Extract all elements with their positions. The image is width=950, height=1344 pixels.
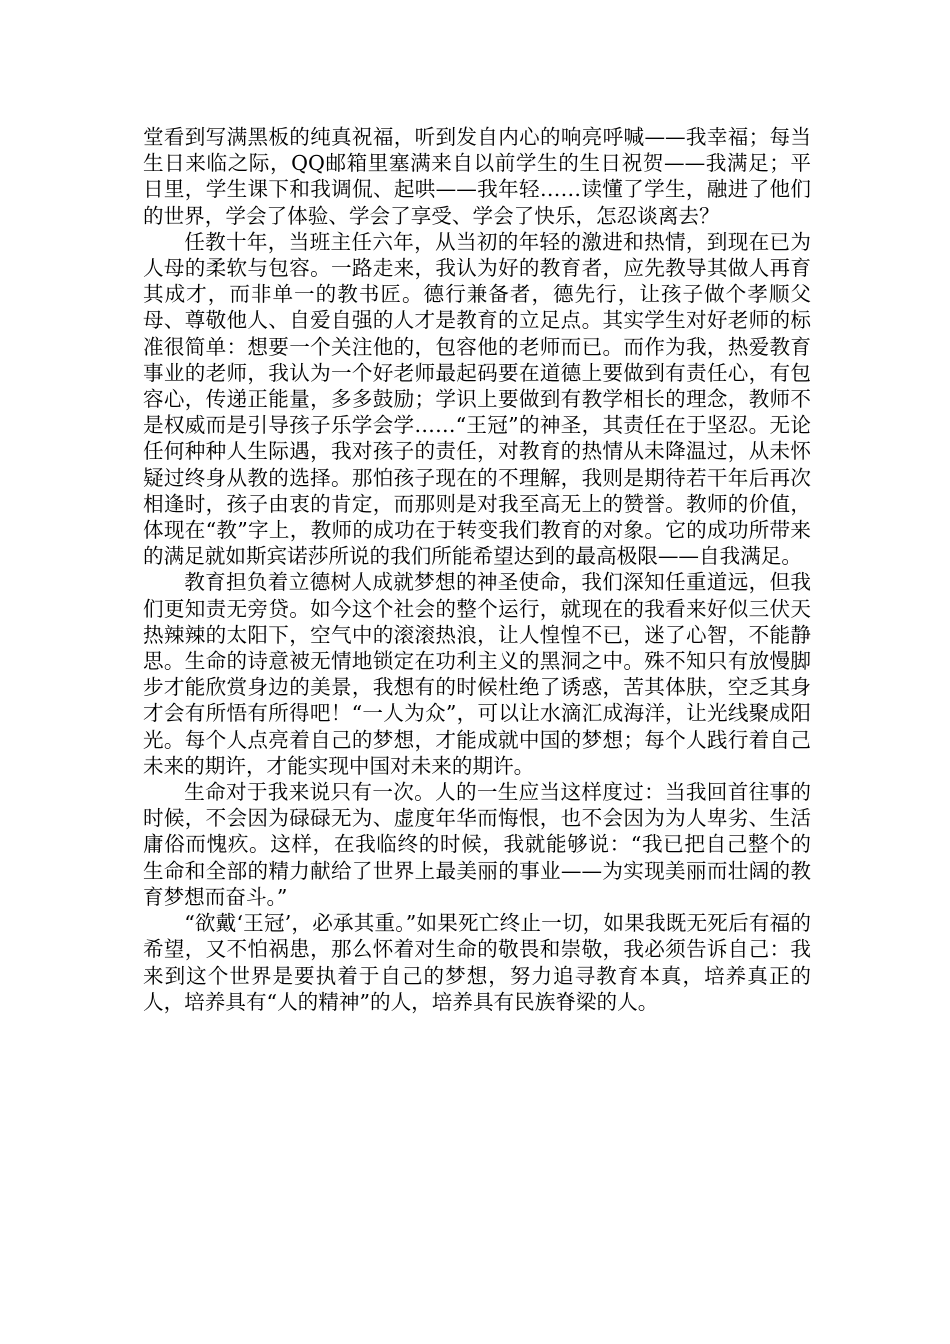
document-body — [143, 124, 811, 1015]
paragraph-crown: “欲戴‘王冠’，必承其重。”如果死亡终止一切，如果我既无死后有福的希望，又不怕祸患，那么怀着对生命的敬畏和崇敬，我必须告诉自己：我来到这个世界是要执着于自己的梦想，努力追寻教育本真，培养真正的人，培养具有“人的精神”的人，培养具有民族脊梁的人。 — [143, 911, 811, 1014]
paragraph-life-once: 生命对于我来说只有一次。人的一生应当这样度过：当我回首往事的时候，不会因为碌碌无为、虚度年华而悔恨，也不会因为为人卑劣、生活庸俗而愧疚。这样，在我临终的时候，我就能够说：“我已把自己整个的生命和全部的精力献给了世界上最美丽的事业——为实现美丽而壮阔的教育梦想而奋斗。” — [143, 780, 811, 909]
paragraph-teaching-years: 任教十年，当班主任六年，从当初的年轻的激进和热情，到现在已为人母的柔软与包容。一路走来，我认为好的教育者，应先教导其做人再育其成才，而非单一的教书匠。德行兼备者，德先行，让孩子做个孝顺父母、尊敬他人、自爱自强的人才是教育的立足点。其实学生对好老师的标准很简单：想要一个关注他的，包容他的老师而已。而作为我，热爱教育事业的老师，我认为一个好老师最起码要在道德上要做到有责任心，有包容心，传递正能量，多多鼓励；学识上要做到有教学相长的理念，教师不是权威而是引导孩子乐学会学……“王冠”的神圣，其责任在于坚忍。无论任何种种人生际遇，我对孩子的责任，对教育的热情从未降温过，从未怀疑过终身从教的选择。那怕孩子现在的不理解，我则是期待若干年后再次相逢时，孩子由衷的肯定，而那则是对我至高无上的赞誉。教师的价值，体现在“教”字上，教师的成功在于转变我们教育的对象。它的成功所带来的满足就如斯宾诺莎所说的我们所能希望达到的最高极限——自我满足。 — [143, 229, 811, 569]
paragraph-continuation: 堂看到写满黑板的纯真祝福，听到发自内心的响亮呼喊——我幸福；每当生日来临之际，QQ邮箱里塞满来自以前学生的生日祝贺——我满足；平日里，学生课下和我调侃、起哄——我年轻……读懂了学生，融进了他们的世界，学会了体验、学会了享受、学会了快乐，怎忍谈离去？ — [143, 125, 811, 228]
paragraph-education-mission: 教育担负着立德树人成就梦想的神圣使命，我们深知任重道远，但我们更知责无旁贷。如今这个社会的整个运行，就现在的我看来好似三伏天热辣辣的太阳下，空气中的滚滚热浪，让人惶惶不已，迷了心智，不能静思。生命的诗意被无情地锁定在功利主义的黑洞之中。殊不知只有放慢脚步才能欣赏身边的美景，我想有的时候杜绝了诱惑，苦其体肤，空乏其身才会有所悟有所得吧！“一人为众”，可以让水滴汇成海洋，让光线聚成阳光。每个人点亮着自己的梦想，才能成就中国的梦想；每个人践行着自己未来的期许，才能实现中国对未来的期许。 — [143, 570, 811, 778]
